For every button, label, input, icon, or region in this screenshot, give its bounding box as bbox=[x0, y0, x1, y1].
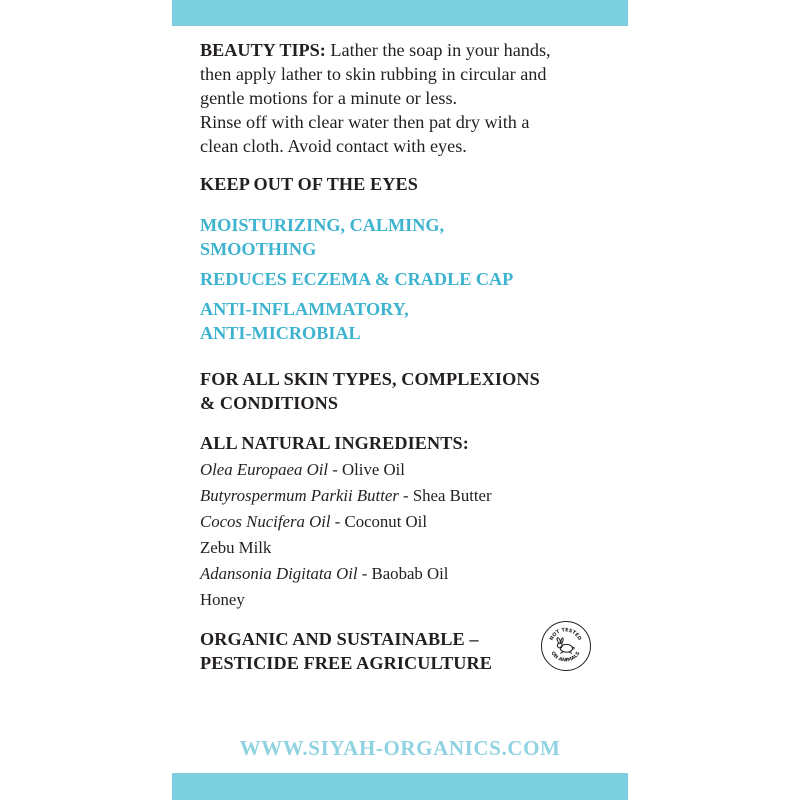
benefit-eczema: REDUCES ECZEMA & CRADLE CAP bbox=[200, 269, 514, 289]
beauty-tips-heading: BEAUTY TIPS: bbox=[200, 40, 326, 60]
ingredient-item bbox=[200, 561, 492, 587]
ingredient-common-name: - Coconut Oil bbox=[330, 512, 427, 531]
benefit-anti-inflammatory bbox=[200, 297, 409, 345]
benefit-moisturizing bbox=[200, 213, 444, 261]
organic-line: PESTICIDE FREE AGRICULTURE bbox=[200, 653, 492, 673]
benefit-line: ANTI-INFLAMMATORY, bbox=[200, 299, 409, 319]
beauty-tips-line: gentle motions for a minute or less. bbox=[200, 88, 458, 108]
organic-statement bbox=[200, 627, 492, 675]
ingredient-common-name: - Baobab Oil bbox=[357, 564, 449, 583]
beauty-tips-line: then apply lather to skin rubbing in circular and bbox=[200, 64, 547, 84]
rabbit-icon bbox=[542, 622, 589, 669]
ingredient-latin-name: Olea Europaea Oil bbox=[200, 460, 329, 479]
ingredient-common-name: - Shea Butter bbox=[398, 486, 492, 505]
product-label bbox=[172, 0, 628, 800]
skin-types-line: FOR ALL SKIN TYPES, COMPLEXIONS bbox=[200, 369, 540, 389]
benefit-line: ANTI-MICROBIAL bbox=[200, 323, 361, 343]
beauty-tips-line: Lather the soap in your hands, bbox=[330, 40, 551, 60]
badge-top-text: NOT TESTED bbox=[548, 627, 583, 642]
skin-types-line: & CONDITIONS bbox=[200, 393, 339, 413]
ingredient-item bbox=[200, 509, 492, 535]
badge-bottom-text: ON ANIMALS bbox=[549, 650, 582, 664]
website-url: WWW.SIYAH-ORGANICS.COM bbox=[239, 736, 561, 760]
beauty-tips bbox=[200, 38, 620, 158]
ingredient-item bbox=[200, 457, 492, 483]
skin-types-statement bbox=[200, 367, 540, 415]
ingredient-item bbox=[200, 483, 492, 509]
ingredient-common-name: Zebu Milk bbox=[200, 538, 272, 557]
ingredient-latin-name: Adansonia Digitata Oil bbox=[200, 564, 358, 583]
ingredient-latin-name: Butyrospermum Parkii Butter bbox=[200, 486, 399, 505]
eye-warning: KEEP OUT OF THE EYES bbox=[200, 174, 418, 194]
beauty-tips-line: Rinse off with clear water then pat dry with a bbox=[200, 112, 530, 132]
benefit-line: MOISTURIZING, CALMING, bbox=[200, 215, 445, 235]
bottom-color-band bbox=[172, 773, 628, 800]
ingredient-latin-name: Cocos Nucifera Oil bbox=[200, 512, 331, 531]
benefit-line: SMOOTHING bbox=[200, 239, 317, 259]
ingredient-item bbox=[200, 587, 492, 613]
ingredients-heading: ALL NATURAL INGREDIENTS: bbox=[200, 433, 469, 453]
organic-line: ORGANIC AND SUSTAINABLE – bbox=[200, 629, 479, 649]
ingredient-common-name: - Olive Oil bbox=[328, 460, 405, 479]
ingredient-common-name: Honey bbox=[200, 590, 245, 609]
ingredient-item bbox=[200, 535, 492, 561]
ingredients-list bbox=[200, 457, 492, 613]
not-tested-on-animals-badge bbox=[541, 621, 591, 671]
beauty-tips-line: clean cloth. Avoid contact with eyes. bbox=[200, 136, 467, 156]
top-color-band bbox=[172, 0, 628, 26]
